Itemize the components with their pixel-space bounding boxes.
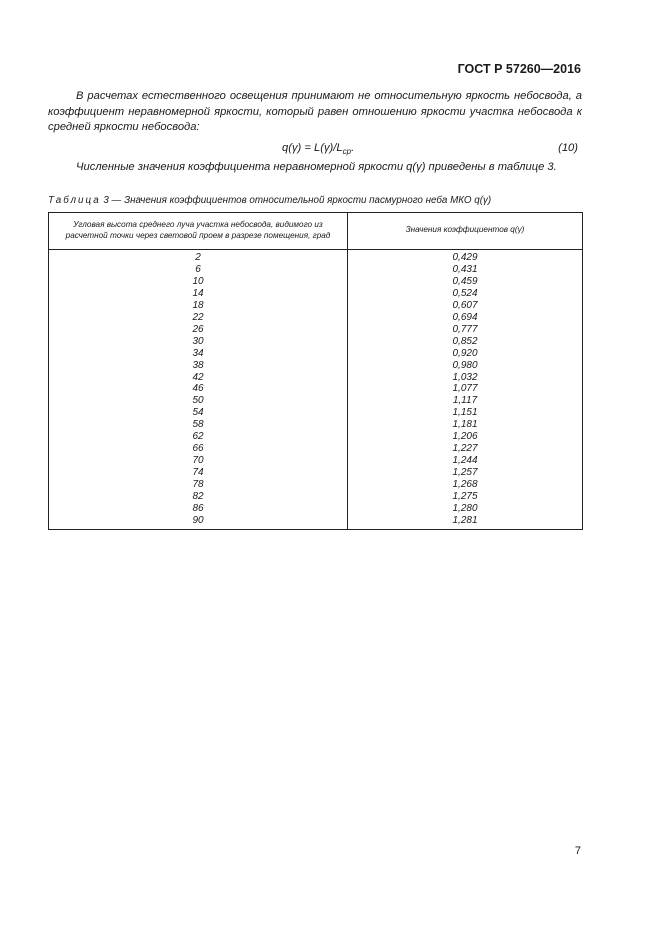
table-row <box>49 467 583 479</box>
cell-angle: 38 <box>49 360 348 372</box>
cell-angle: 58 <box>49 419 348 431</box>
cell-coefficient: 0,459 <box>348 276 583 288</box>
table-row <box>49 455 583 467</box>
cell-angle: 86 <box>49 503 348 515</box>
cell-angle: 46 <box>49 383 348 395</box>
table-caption-label: Таблица <box>48 195 101 206</box>
cell-angle: 22 <box>49 312 348 324</box>
formula-end: . <box>351 142 355 154</box>
table-row <box>49 300 583 312</box>
coefficients-table <box>48 212 583 530</box>
column-header-coefficient: Значения коэффициентов q(γ) <box>348 213 583 250</box>
cell-coefficient: 0,607 <box>348 300 583 312</box>
table-row <box>49 360 583 372</box>
cell-angle: 30 <box>49 336 348 348</box>
cell-coefficient: 1,268 <box>348 479 583 491</box>
cell-coefficient: 1,032 <box>348 372 583 384</box>
cell-coefficient: 0,431 <box>348 264 583 276</box>
table-row <box>49 479 583 491</box>
paragraph-reference: Численные значения коэффициента неравномерной яркости q(γ) приведены в таблице 3. <box>76 161 557 173</box>
table-header-row <box>49 213 583 250</box>
table-row <box>49 324 583 336</box>
cell-angle: 34 <box>49 348 348 360</box>
equation-number: (10) <box>558 142 578 154</box>
cell-angle: 14 <box>49 288 348 300</box>
table-row <box>49 419 583 431</box>
cell-angle: 54 <box>49 407 348 419</box>
cell-angle: 18 <box>49 300 348 312</box>
table-row <box>49 491 583 503</box>
cell-coefficient: 0,694 <box>348 312 583 324</box>
table-row <box>49 515 583 529</box>
table-row <box>49 276 583 288</box>
cell-coefficient: 1,206 <box>348 431 583 443</box>
cell-coefficient: 1,280 <box>348 503 583 515</box>
cell-angle: 74 <box>49 467 348 479</box>
cell-coefficient: 1,275 <box>348 491 583 503</box>
table-row <box>49 407 583 419</box>
table-caption-text: 3 — Значения коэффициентов относительной яркости пасмурного неба МКО q(γ) <box>100 195 492 206</box>
cell-angle: 82 <box>49 491 348 503</box>
cell-angle: 62 <box>49 431 348 443</box>
cell-angle: 42 <box>49 372 348 384</box>
cell-coefficient: 1,151 <box>348 407 583 419</box>
cell-coefficient: 1,077 <box>348 383 583 395</box>
table-row <box>49 288 583 300</box>
table-row <box>49 383 583 395</box>
cell-coefficient: 0,777 <box>348 324 583 336</box>
cell-angle: 10 <box>49 276 348 288</box>
table-row <box>49 336 583 348</box>
table-row <box>49 250 583 264</box>
cell-coefficient: 1,281 <box>348 515 583 529</box>
cell-angle: 70 <box>49 455 348 467</box>
cell-coefficient: 0,429 <box>348 250 583 264</box>
cell-angle: 66 <box>49 443 348 455</box>
table-row <box>49 372 583 384</box>
table-body <box>49 250 583 530</box>
table-row <box>49 443 583 455</box>
formula-subscript: ср <box>342 147 352 157</box>
table-row <box>49 431 583 443</box>
cell-coefficient: 0,852 <box>348 336 583 348</box>
table-row <box>49 503 583 515</box>
cell-coefficient: 0,980 <box>348 360 583 372</box>
table-row <box>49 264 583 276</box>
cell-coefficient: 1,117 <box>348 395 583 407</box>
cell-coefficient: 1,181 <box>348 419 583 431</box>
cell-coefficient: 1,244 <box>348 455 583 467</box>
cell-angle: 78 <box>49 479 348 491</box>
formula-lhs: q(γ) = L(γ)/L <box>282 142 343 154</box>
cell-angle: 26 <box>49 324 348 336</box>
cell-angle: 90 <box>49 515 348 529</box>
cell-coefficient: 1,227 <box>348 443 583 455</box>
table-caption <box>48 195 491 206</box>
table-row <box>49 395 583 407</box>
cell-coefficient: 0,920 <box>348 348 583 360</box>
cell-coefficient: 0,524 <box>348 288 583 300</box>
cell-angle: 50 <box>49 395 348 407</box>
table-row <box>49 348 583 360</box>
document-header: ГОСТ Р 57260—2016 <box>457 62 581 76</box>
paragraph-intro: В расчетах естественного освещения принимают не относительную яркость небосвода, а коэффициент неравномерной яркости, который равен отношению яркости участка небосвода к средней яркости небосвода: <box>48 90 582 133</box>
cell-coefficient: 1,257 <box>348 467 583 479</box>
page-number: 7 <box>574 845 581 857</box>
column-header-angle: Угловая высота среднего луча участка небосвода, видимого из расчетной точки через световой проем в разрезе помещения, град <box>49 213 348 250</box>
cell-angle: 6 <box>49 264 348 276</box>
table-row <box>49 312 583 324</box>
formula <box>282 142 354 156</box>
cell-angle: 2 <box>49 250 348 264</box>
